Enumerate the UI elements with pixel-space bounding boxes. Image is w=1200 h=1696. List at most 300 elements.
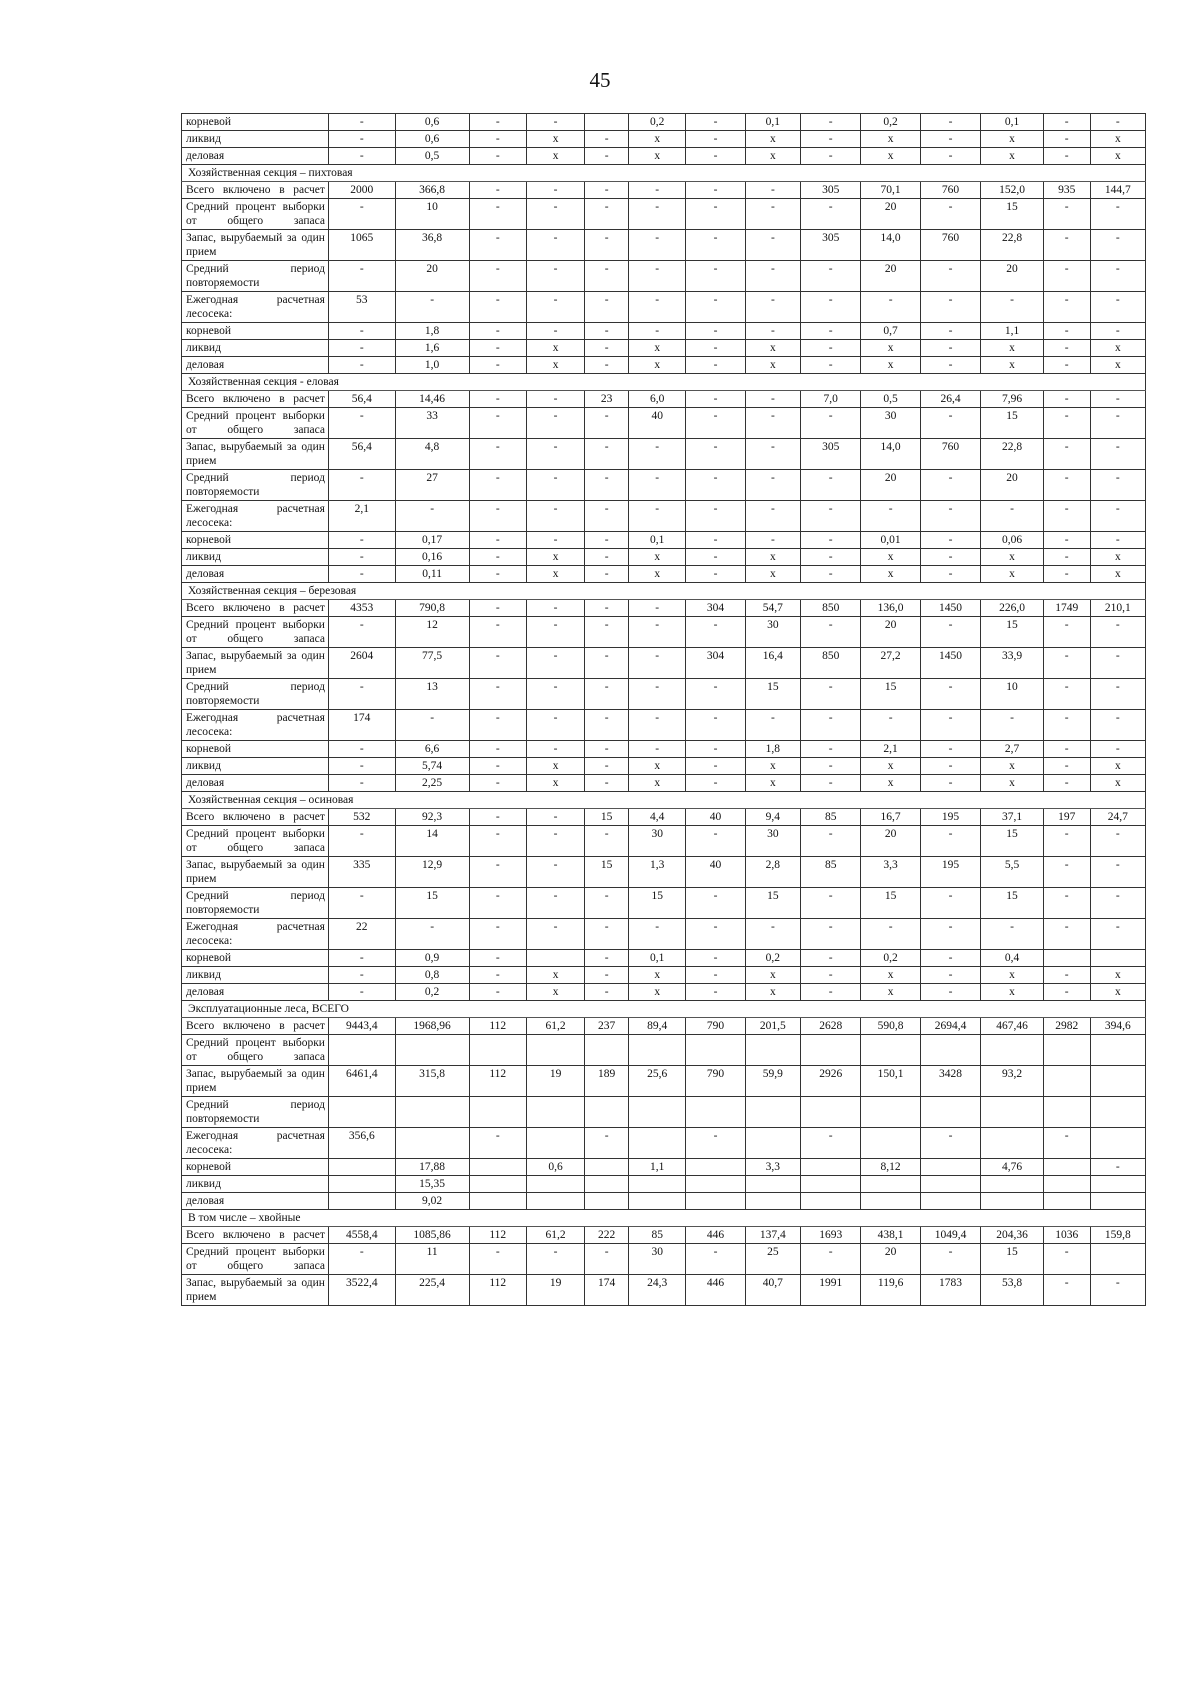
table-cell: 2,1 [328, 501, 395, 532]
table-cell: - [469, 501, 526, 532]
table-cell: - [526, 470, 584, 501]
table-cell: 89,4 [629, 1018, 686, 1035]
table-cell [1090, 1193, 1145, 1210]
table-cell: 237 [585, 1018, 629, 1035]
table-cell: 20 [981, 261, 1044, 292]
table-cell: - [686, 261, 745, 292]
table-cell: x [861, 549, 920, 566]
table-cell [800, 1097, 860, 1128]
row-label: Запас, вырубаемый за один прием [182, 1275, 329, 1306]
table-cell: - [861, 501, 920, 532]
table-cell: 1968,96 [395, 1018, 469, 1035]
table-cell: - [469, 741, 526, 758]
table-cell: - [328, 566, 395, 583]
table-cell [920, 1035, 980, 1066]
table-cell: 189 [585, 1066, 629, 1097]
row-label: Ежегодная расчетная лесосека: [182, 501, 329, 532]
table-cell: - [395, 710, 469, 741]
table-cell: 5,5 [981, 857, 1044, 888]
table-cell: 30 [745, 617, 800, 648]
table-cell: - [469, 230, 526, 261]
table-cell: - [526, 741, 584, 758]
table-cell: 2982 [1043, 1018, 1090, 1035]
table-cell: 40 [686, 857, 745, 888]
table-cell: x [861, 131, 920, 148]
table-cell: - [1043, 857, 1090, 888]
table-cell: x [1090, 758, 1145, 775]
table-cell: - [920, 710, 980, 741]
table-cell: - [526, 857, 584, 888]
table-cell [1043, 1159, 1090, 1176]
table-cell: - [800, 340, 860, 357]
table-cell: - [745, 470, 800, 501]
table-cell: 15 [981, 1244, 1044, 1275]
table-cell: - [1043, 391, 1090, 408]
table-cell: - [469, 919, 526, 950]
table-cell: - [1043, 439, 1090, 470]
table-cell: x [629, 549, 686, 566]
table-cell: - [1043, 888, 1090, 919]
table-cell: - [920, 357, 980, 374]
table-cell: 136,0 [861, 600, 920, 617]
table-cell: - [629, 323, 686, 340]
table-cell: 2694,4 [920, 1018, 980, 1035]
table-cell: - [1043, 340, 1090, 357]
table-cell: x [526, 131, 584, 148]
table-cell: x [745, 758, 800, 775]
table-cell: 9,4 [745, 809, 800, 826]
table-cell: 23 [585, 391, 629, 408]
table-cell: - [1043, 532, 1090, 549]
table-cell: - [686, 826, 745, 857]
table-cell: - [686, 391, 745, 408]
table-cell: 61,2 [526, 1227, 584, 1244]
table-cell: - [800, 984, 860, 1001]
table-row [182, 679, 1146, 710]
table-cell: 2,25 [395, 775, 469, 792]
table-cell: 30 [745, 826, 800, 857]
table-cell: 25,6 [629, 1066, 686, 1097]
table-cell: 53,8 [981, 1275, 1044, 1306]
table-cell: 15 [861, 888, 920, 919]
table-cell [328, 1193, 395, 1210]
table-cell: - [585, 501, 629, 532]
table-cell: - [585, 261, 629, 292]
table-cell: 15 [981, 199, 1044, 230]
table-cell: - [920, 967, 980, 984]
table-cell: 56,4 [328, 391, 395, 408]
table-cell: - [1043, 292, 1090, 323]
table-cell: - [686, 758, 745, 775]
table-cell: 0,2 [395, 984, 469, 1001]
table-cell: - [469, 439, 526, 470]
table-cell [745, 1128, 800, 1159]
table-cell: 12 [395, 617, 469, 648]
table-cell: - [686, 131, 745, 148]
table-body [182, 114, 1146, 1306]
table-cell: - [585, 1244, 629, 1275]
table-cell: - [920, 741, 980, 758]
table-cell: - [469, 617, 526, 648]
table-row [182, 857, 1146, 888]
table-cell: - [686, 408, 745, 439]
table-cell: - [526, 114, 584, 131]
table-row [182, 984, 1146, 1001]
table-cell: 305 [800, 182, 860, 199]
table-cell: - [1043, 775, 1090, 792]
table-cell: 14 [395, 826, 469, 857]
table-cell: - [629, 501, 686, 532]
table-cell: x [981, 775, 1044, 792]
table-cell: - [328, 826, 395, 857]
row-label: Всего включено в расчет [182, 809, 329, 826]
table-cell: - [585, 199, 629, 230]
table-cell: 1,1 [981, 323, 1044, 340]
table-cell: - [469, 775, 526, 792]
table-cell: - [920, 617, 980, 648]
table-cell: - [1043, 131, 1090, 148]
table-row [182, 261, 1146, 292]
table-cell: - [1090, 501, 1145, 532]
row-label: ликвид [182, 758, 329, 775]
table-cell: 1,8 [745, 741, 800, 758]
table-cell: 40,7 [745, 1275, 800, 1306]
table-cell: x [745, 131, 800, 148]
section-filler [469, 1001, 1145, 1018]
table-cell: - [1090, 470, 1145, 501]
section-title: Хозяйственная секция - еловая [182, 374, 470, 391]
table-cell: 144,7 [1090, 182, 1145, 199]
table-cell: - [920, 919, 980, 950]
row-label: деловая [182, 566, 329, 583]
table-cell: 790,8 [395, 600, 469, 617]
row-label: Запас, вырубаемый за один прием [182, 1066, 329, 1097]
table-cell [585, 1159, 629, 1176]
row-label: Средний процент выборки от общего запаса [182, 1244, 329, 1275]
table-cell: 40 [629, 408, 686, 439]
table-cell: 1991 [800, 1275, 860, 1306]
table-cell: x [526, 148, 584, 165]
table-cell: - [395, 292, 469, 323]
table-cell: 112 [469, 1018, 526, 1035]
table-cell: 2,8 [745, 857, 800, 888]
table-row [182, 408, 1146, 439]
table-row [182, 1018, 1146, 1035]
table-cell: - [526, 826, 584, 857]
table-cell [328, 1176, 395, 1193]
table-cell: x [745, 340, 800, 357]
table-cell: 15 [981, 888, 1044, 919]
table-cell: - [629, 648, 686, 679]
table-cell: - [686, 775, 745, 792]
table-cell: x [745, 775, 800, 792]
table-cell: - [585, 679, 629, 710]
table-cell: - [469, 984, 526, 1001]
table-cell: 7,0 [800, 391, 860, 408]
table-cell [395, 1097, 469, 1128]
table-cell: - [328, 741, 395, 758]
table-cell [745, 1097, 800, 1128]
table-cell: - [469, 950, 526, 967]
table-cell: - [1043, 199, 1090, 230]
table-cell [328, 1035, 395, 1066]
table-cell: - [1090, 857, 1145, 888]
table-cell: 1783 [920, 1275, 980, 1306]
table-cell: 3522,4 [328, 1275, 395, 1306]
table-cell [328, 1159, 395, 1176]
table-cell [981, 1128, 1044, 1159]
table-cell [686, 1097, 745, 1128]
table-cell: 159,8 [1090, 1227, 1145, 1244]
table-cell: - [469, 809, 526, 826]
table-cell: - [469, 182, 526, 199]
table-row [182, 919, 1146, 950]
table-cell: - [686, 919, 745, 950]
table-cell: - [800, 114, 860, 131]
table-cell: - [745, 261, 800, 292]
table-cell: - [328, 984, 395, 1001]
table-cell [526, 1193, 584, 1210]
table-cell: - [1043, 919, 1090, 950]
table-cell: - [686, 549, 745, 566]
table-cell: - [1043, 984, 1090, 1001]
table-cell: 15 [861, 679, 920, 710]
table-cell: 760 [920, 182, 980, 199]
table-cell: - [981, 501, 1044, 532]
row-label: деловая [182, 775, 329, 792]
table-cell: 2000 [328, 182, 395, 199]
table-cell: - [686, 340, 745, 357]
table-cell: 305 [800, 230, 860, 261]
table-cell: - [920, 340, 980, 357]
table-cell: 36,8 [395, 230, 469, 261]
table-cell: x [526, 340, 584, 357]
table-row [182, 1176, 1146, 1193]
table-cell: - [920, 826, 980, 857]
table-cell: - [686, 984, 745, 1001]
table-cell: 0,1 [745, 114, 800, 131]
table-cell [585, 1035, 629, 1066]
table-cell: - [585, 758, 629, 775]
table-cell: - [800, 888, 860, 919]
table-cell: - [920, 199, 980, 230]
table-cell: 112 [469, 1275, 526, 1306]
table-cell: - [1090, 1275, 1145, 1306]
table-cell: 0,16 [395, 549, 469, 566]
table-cell: - [526, 230, 584, 261]
table-cell: 152,0 [981, 182, 1044, 199]
table-cell: - [328, 199, 395, 230]
row-label: Запас, вырубаемый за один прием [182, 857, 329, 888]
table-cell: x [526, 357, 584, 374]
table-cell: 15 [981, 408, 1044, 439]
table-cell [585, 114, 629, 131]
table-cell [800, 1176, 860, 1193]
table-cell: - [526, 679, 584, 710]
table-cell: - [585, 323, 629, 340]
table-cell: 0,5 [395, 148, 469, 165]
table-cell: - [526, 532, 584, 549]
table-cell: 1450 [920, 648, 980, 679]
table-row [182, 549, 1146, 566]
table-cell: - [469, 1128, 526, 1159]
table-cell: - [686, 1244, 745, 1275]
table-cell: 0,6 [395, 131, 469, 148]
row-label: ликвид [182, 131, 329, 148]
table-row [182, 617, 1146, 648]
table-cell: - [469, 888, 526, 919]
table-cell: - [920, 131, 980, 148]
table-cell: - [1043, 617, 1090, 648]
table-row [182, 148, 1146, 165]
table-cell: 2,1 [861, 741, 920, 758]
table-cell: 15 [981, 617, 1044, 648]
table-cell: - [585, 1128, 629, 1159]
table-cell: - [1090, 292, 1145, 323]
table-cell: 22 [328, 919, 395, 950]
table-cell: - [526, 182, 584, 199]
table-cell [469, 1193, 526, 1210]
table-cell: - [1043, 470, 1090, 501]
table-cell: - [1090, 1159, 1145, 1176]
table-cell [745, 1176, 800, 1193]
table-cell: 0,9 [395, 950, 469, 967]
table-cell: 54,7 [745, 600, 800, 617]
table-cell: - [686, 741, 745, 758]
table-cell: - [1043, 648, 1090, 679]
row-label: деловая [182, 357, 329, 374]
table-cell: - [981, 710, 1044, 741]
table-cell: 197 [1043, 809, 1090, 826]
table-cell: - [526, 391, 584, 408]
table-row [182, 566, 1146, 583]
table-cell: - [585, 532, 629, 549]
table-cell: - [328, 408, 395, 439]
table-cell: - [585, 470, 629, 501]
table-cell: - [629, 600, 686, 617]
table-cell: - [469, 323, 526, 340]
calculation-table [181, 113, 1146, 1306]
table-cell: - [1043, 114, 1090, 131]
table-cell: 0,17 [395, 532, 469, 549]
table-cell: - [526, 323, 584, 340]
table-cell: - [526, 710, 584, 741]
row-label: Средний период повторяемости [182, 470, 329, 501]
table-cell: - [1090, 391, 1145, 408]
table-cell: x [1090, 148, 1145, 165]
table-cell: 446 [686, 1275, 745, 1306]
table-cell: 10 [981, 679, 1044, 710]
table-cell: - [1090, 114, 1145, 131]
table-cell: x [861, 775, 920, 792]
table-cell [861, 1193, 920, 1210]
table-cell: - [920, 984, 980, 1001]
table-cell: 1,0 [395, 357, 469, 374]
section-filler [469, 583, 1145, 600]
table-row [182, 391, 1146, 408]
table-cell: 112 [469, 1227, 526, 1244]
table-cell [526, 1097, 584, 1128]
table-cell [526, 1035, 584, 1066]
table-cell: - [328, 323, 395, 340]
table-cell: - [686, 532, 745, 549]
table-cell: 3428 [920, 1066, 980, 1097]
table-cell: 3,3 [745, 1159, 800, 1176]
table-cell: - [686, 323, 745, 340]
table-cell: - [1043, 1244, 1090, 1275]
table-cell: 0,6 [395, 114, 469, 131]
table-cell: 15 [745, 679, 800, 710]
table-cell: 195 [920, 809, 980, 826]
table-cell: - [745, 230, 800, 261]
table-cell: - [469, 408, 526, 439]
table-cell: 532 [328, 809, 395, 826]
table-cell: - [585, 148, 629, 165]
table-cell: - [526, 600, 584, 617]
table-cell: - [629, 741, 686, 758]
table-cell: - [629, 679, 686, 710]
table-cell: x [1090, 549, 1145, 566]
table-cell: 304 [686, 600, 745, 617]
table-cell: - [920, 114, 980, 131]
row-label: Запас, вырубаемый за один прием [182, 230, 329, 261]
table-cell: 92,3 [395, 809, 469, 826]
table-row [182, 1066, 1146, 1097]
table-cell: x [981, 340, 1044, 357]
table-cell: - [745, 439, 800, 470]
table-cell: - [1043, 323, 1090, 340]
table-cell [1090, 1097, 1145, 1128]
table-cell: - [686, 967, 745, 984]
table-cell: - [526, 408, 584, 439]
table-cell: - [328, 679, 395, 710]
table-cell: 0,1 [981, 114, 1044, 131]
table-cell: x [981, 131, 1044, 148]
section-title: В том числе – хвойные [182, 1210, 470, 1227]
table-cell: 5,74 [395, 758, 469, 775]
row-label: корневой [182, 741, 329, 758]
table-cell: - [328, 470, 395, 501]
table-cell: - [800, 199, 860, 230]
table-cell: 15 [629, 888, 686, 919]
table-cell: - [469, 967, 526, 984]
table-cell: x [526, 566, 584, 583]
table-cell [629, 1193, 686, 1210]
table-cell: - [745, 182, 800, 199]
table-cell: - [629, 199, 686, 230]
table-cell: - [526, 199, 584, 230]
table-cell: 7,96 [981, 391, 1044, 408]
table-cell [395, 1128, 469, 1159]
table-cell: x [861, 984, 920, 1001]
table-cell: - [469, 549, 526, 566]
table-cell [629, 1035, 686, 1066]
table-cell: 0,7 [861, 323, 920, 340]
table-cell: - [686, 114, 745, 131]
table-cell: 2628 [800, 1018, 860, 1035]
table-cell: 174 [585, 1275, 629, 1306]
table-row [182, 1035, 1146, 1066]
table-row [182, 230, 1146, 261]
table-cell: - [469, 131, 526, 148]
table-cell: - [920, 148, 980, 165]
table-cell: - [1090, 648, 1145, 679]
row-label: Средний период повторяемости [182, 888, 329, 919]
table-row [182, 292, 1146, 323]
table-cell [1090, 1244, 1145, 1275]
table-cell: - [1043, 710, 1090, 741]
table-cell [328, 1097, 395, 1128]
